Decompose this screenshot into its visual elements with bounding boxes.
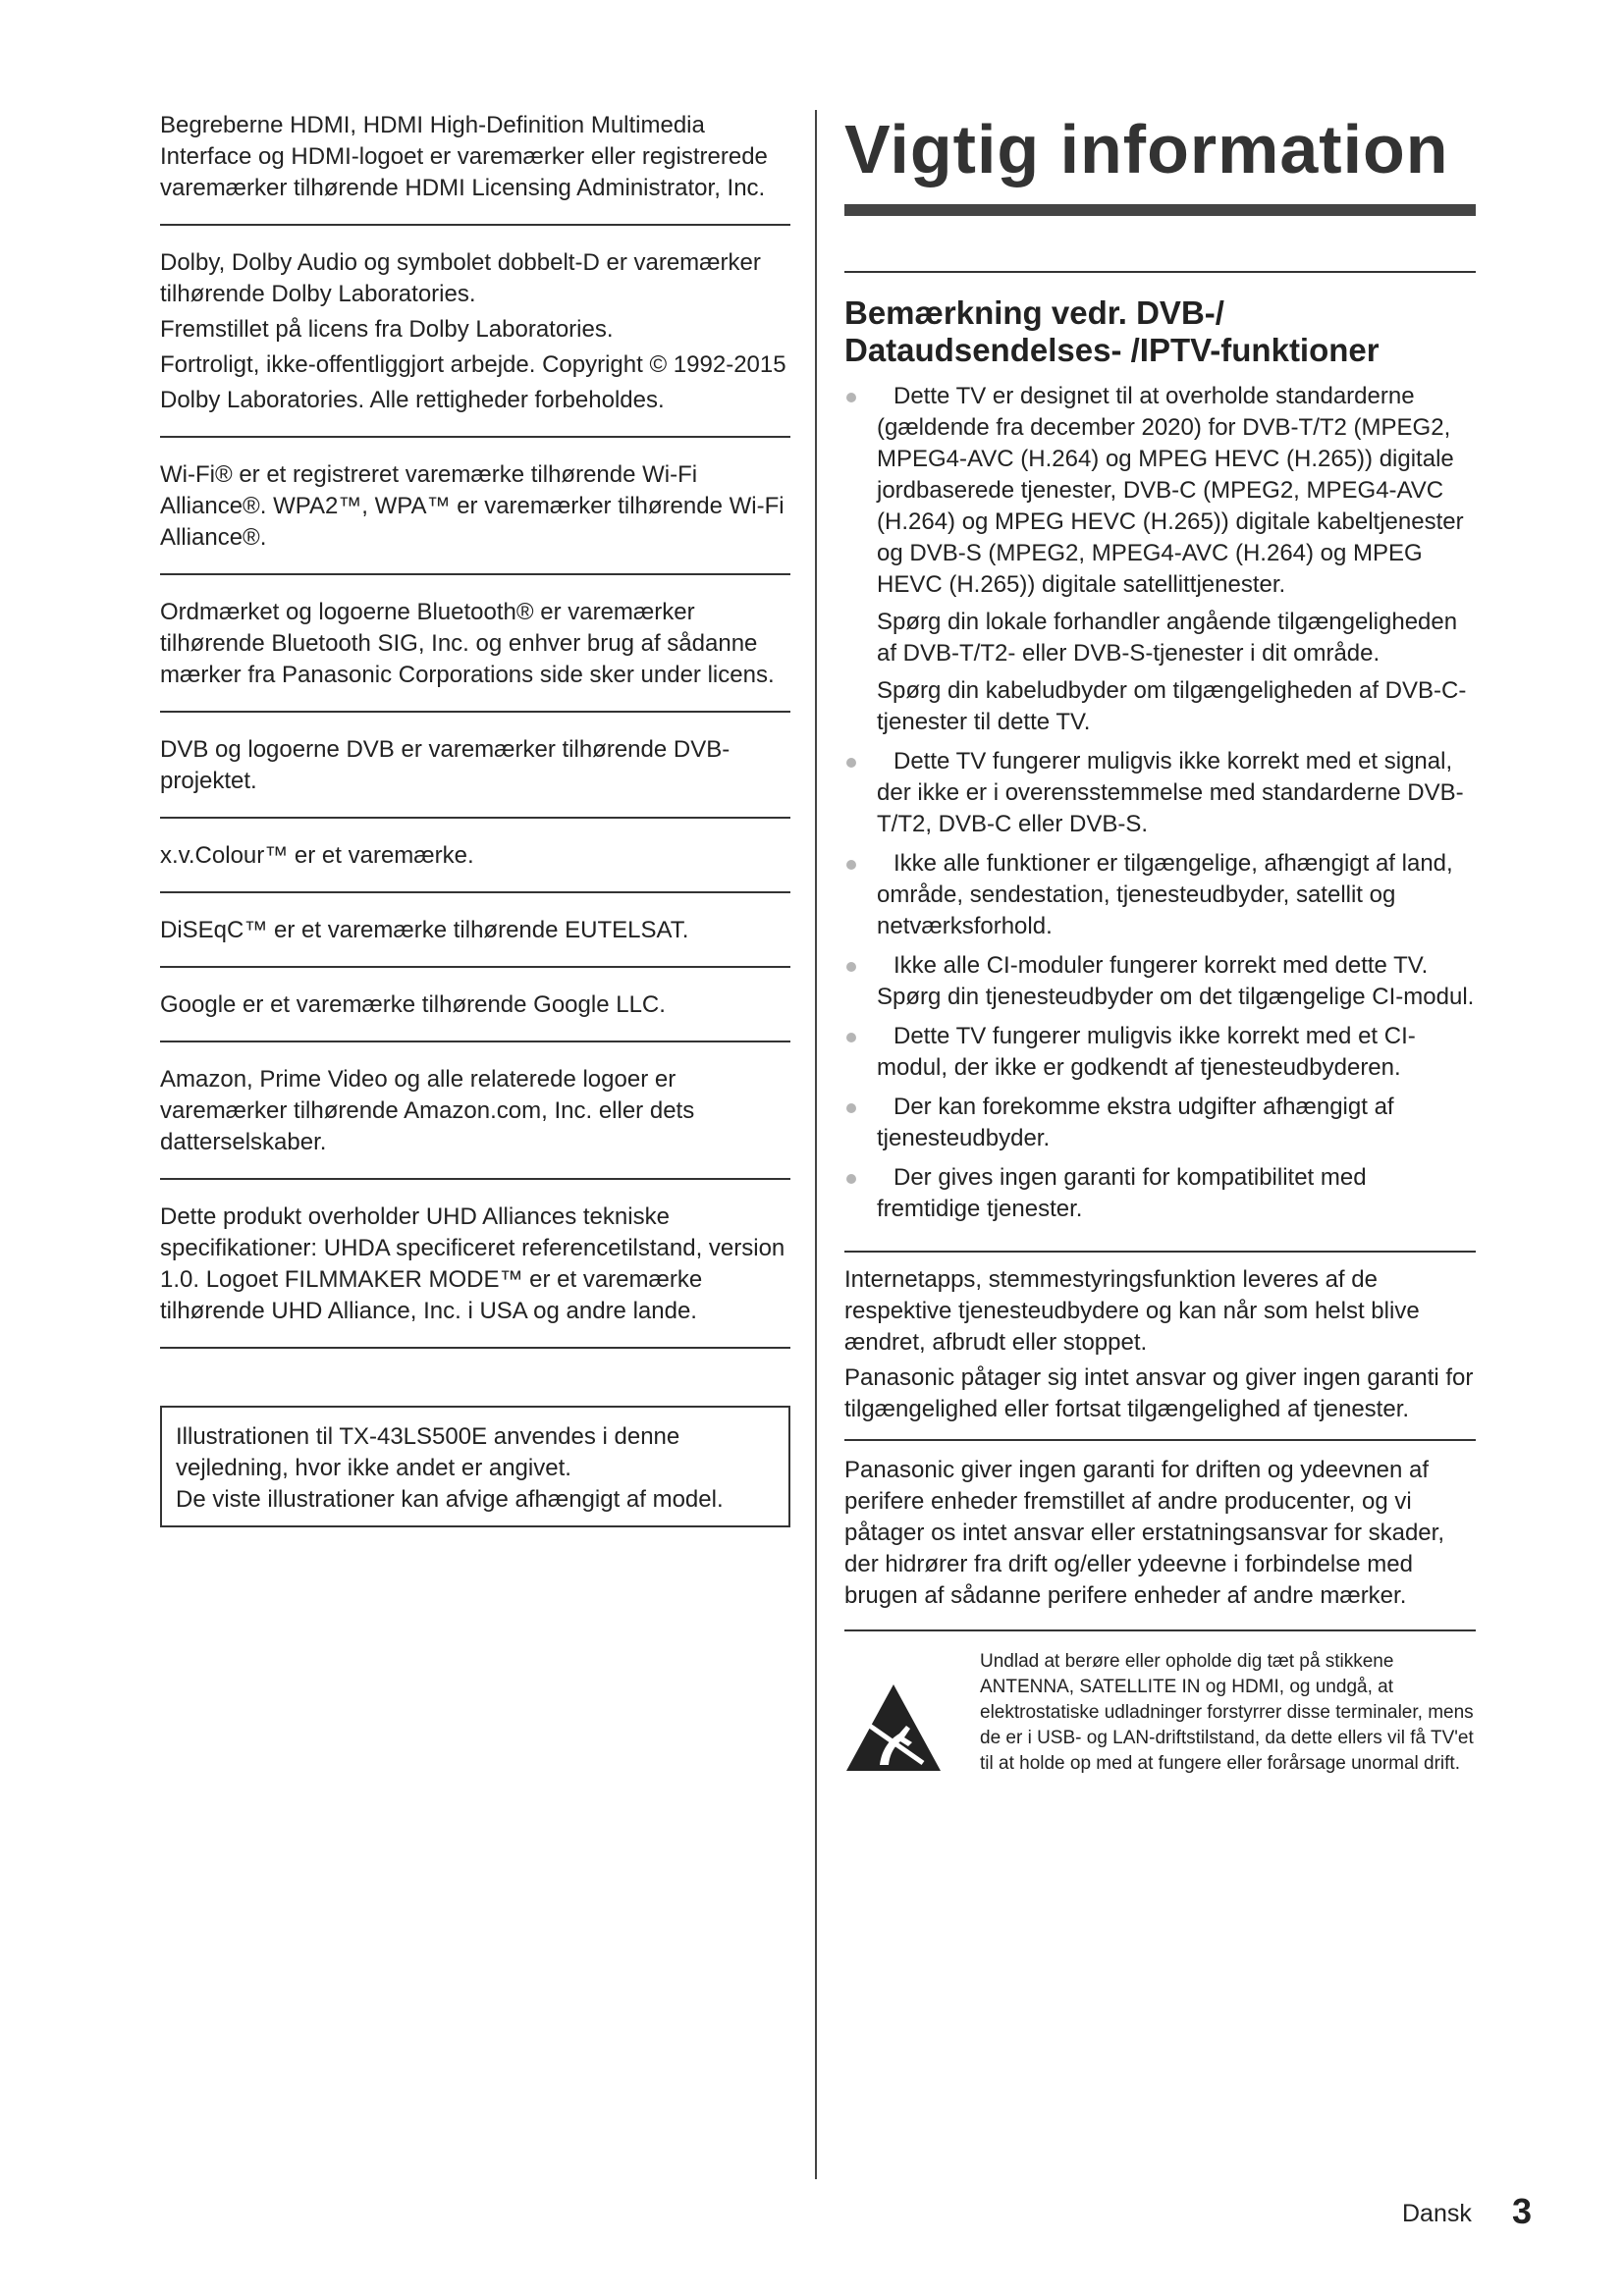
bullet-text: Dette TV fungerer muligvis ikke korrekt med et signal, der ikke er i overensstemmelse med standarderne DVB-T/T2, DVB-C eller DVB-S. (877, 748, 1464, 837)
bullet-item (844, 1092, 1476, 1154)
section-divider (160, 891, 790, 893)
bullet-text: Dette TV fungerer muligvis ikke korrekt med et CI-modul, der ikke er godkendt af tjenesteudbyderen. (877, 1023, 1416, 1081)
trademark-notice (160, 597, 790, 691)
bullet-text: Ikke alle funktioner er tilgængelige, afhængigt af land, område, sendestation, tjenesteudbyder, satellit og netværksforhold. (877, 850, 1453, 939)
bullet-dot-icon (846, 1103, 856, 1113)
notice-paragraph: Dolby Laboratories. Alle rettigheder forbeholdes. (160, 387, 665, 413)
notice-paragraph: Wi-Fi® er et registreret varemærke tilhørende Wi-Fi Alliance®. WPA2™, WPA™ er varemærker tilhørende Wi-Fi Alliance®. (160, 461, 785, 551)
notice-paragraph: Google er et varemærke tilhørende Google LLC. (160, 991, 666, 1018)
trademark-notice (160, 1064, 790, 1158)
internet-apps-paragraph: Internetapps, stemmestyringsfunktion leveres af de respektive tjenesteudbydere og kan når som helst blive ændret, afbrudt eller stoppet. (844, 1266, 1420, 1356)
footer-language: Dansk (1402, 2200, 1472, 2227)
bullet-dot-icon (846, 1033, 856, 1042)
trademark-notice (160, 1201, 790, 1327)
esd-warning (844, 1649, 1476, 1777)
illustration-notice-line: De viste illustrationer kan afvige afhængigt af model. (176, 1486, 724, 1513)
column-divider (815, 110, 817, 2179)
notice-paragraph: DVB og logoerne DVB er varemærker tilhørende DVB-projektet. (160, 736, 731, 794)
bullet-sub-text: Spørg din lokale forhandler angående tilgængeligheden af DVB-T/T2- eller DVB-S-tjenester i dit område. (877, 609, 1458, 667)
bullet-text: Dette TV er designet til at overholde standarderne (gældende fra december 2020) for DVB-T/T2 (MPEG2, MPEG4-AVC (H.264) og MPEG HEVC (H.265)) digitale jordbaserede tjenester, DVB-C (MPEG2, MPEG4-AVC (H.264) og MPEG HEVC (H.265)) digitale kabeltjenester og DVB-S (MPEG2, MPEG4-AVC (H.264) og MPEG HEVC (H.265)) digitale satellittjenester. (877, 383, 1464, 598)
notice-paragraph: Begreberne HDMI, HDMI High-Definition Multimedia Interface og HDMI-logoet er varemærker eller registrerede varemærker tilhørende HDMI Licensing Administrator, Inc. (160, 112, 768, 201)
bullet-sub-text: Spørg din kabeludbyder om tilgængeligheden af DVB-C-tjenester til dette TV. (877, 677, 1467, 735)
trademark-notice (160, 459, 790, 554)
peripherals-notice (844, 1455, 1476, 1612)
notice-paragraph: Dolby, Dolby Audio og symbolet dobbelt-D er varemærker tilhørende Dolby Laboratories. (160, 249, 761, 307)
bullet-text: Der gives ingen garanti for kompatibilitet med fremtidige tjenester. (877, 1164, 1367, 1222)
notice-paragraph: Amazon, Prime Video og alle relaterede logoer er varemærker tilhørende Amazon.com, Inc. eller dets datterselskaber. (160, 1066, 695, 1155)
bullet-item (844, 1162, 1476, 1225)
right-column (844, 108, 1476, 1777)
notice-paragraph: x.v.Colour™ er et varemærke. (160, 842, 474, 869)
section-divider (844, 271, 1476, 273)
trademark-notice (160, 915, 790, 946)
notice-paragraph: Fortroligt, ikke-offentliggjort arbejde. Copyright © 1992-2015 (160, 351, 786, 378)
page-number: 3 (1512, 2191, 1533, 2231)
esd-warning-text: Undlad at berøre eller opholde dig tæt på stikkene ANTENNA, SATELLITE IN og HDMI, og undgå, at elektrostatiske udladninger forstyrrer disse terminaler, mens de er i USB- og LAN-driftstilstand, da dette ellers vil få TV'et til at holde op med at fungere eller forårsage unormal drift. (980, 1651, 1474, 1774)
section-divider (160, 711, 790, 713)
section-divider (160, 436, 790, 438)
section-divider (160, 966, 790, 968)
illustration-notice-box (160, 1406, 790, 1527)
bullet-item (844, 381, 1476, 738)
notice-paragraph: Fremstillet på licens fra Dolby Laboratories. (160, 316, 614, 343)
bullet-text: Ikke alle CI-moduler fungerer korrekt med dette TV. Spørg din tjenesteudbyder om det tilgængelige CI-modul. (877, 952, 1475, 1010)
trademark-notice (160, 989, 790, 1021)
section-divider (160, 1347, 790, 1349)
title-underline-bar (844, 204, 1476, 216)
section-divider (844, 1251, 1476, 1253)
section-divider (160, 1178, 790, 1180)
bullet-item (844, 950, 1476, 1013)
bullet-item (844, 1021, 1476, 1084)
notice-paragraph: Dette produkt overholder UHD Alliances tekniske specifikationer: UHDA specificeret referencetilstand, version 1.0. Logoet FILMMAKER MODE™ er et varemærke tilhørende UHD Alliance, Inc. i USA og andre lande. (160, 1203, 785, 1324)
illustration-notice-line: Illustrationen til TX-43LS500E anvendes i denne vejledning, hvor ikke andet er angivet. (176, 1423, 680, 1481)
section-divider (160, 573, 790, 575)
section-divider (844, 1629, 1476, 1631)
bullet-dot-icon (846, 1174, 856, 1184)
notice-paragraph: DiSEqC™ er et varemærke tilhørende EUTELSAT. (160, 917, 689, 943)
section-heading: Bemærkning vedr. DVB-/ Dataudsendelses- /IPTV-funktioner (844, 294, 1380, 368)
bullet-dot-icon (846, 860, 856, 870)
trademark-notice (160, 247, 790, 416)
section-divider (160, 1041, 790, 1042)
bullet-dot-icon (846, 393, 856, 402)
esd-warning-icon (844, 1682, 943, 1773)
section-divider (160, 817, 790, 819)
bullet-item (844, 746, 1476, 840)
page-title: Vigtig information (844, 111, 1449, 187)
left-column (160, 110, 790, 1527)
trademark-notice (160, 110, 790, 204)
peripherals-text: Panasonic giver ingen garanti for driften og ydeevnen af perifere enheder fremstillet af andre producenter, og vi påtager os intet ansvar eller erstatningsansvar for skader, der hidrører fra drift og/eller ydeevne i forbindelse med brugen af sådanne perifere enheder af andre mærker. (844, 1457, 1444, 1609)
bullet-list (844, 381, 1476, 1225)
notice-paragraph: Ordmærket og logoerne Bluetooth® er varemærker tilhørende Bluetooth SIG, Inc. og enhver brug af sådanne mærker fra Panasonic Corporations side sker under licens. (160, 599, 775, 688)
section-divider (844, 1439, 1476, 1441)
trademark-notice (160, 840, 790, 872)
trademark-notice (160, 734, 790, 797)
bullet-dot-icon (846, 962, 856, 972)
internet-apps-paragraph: Panasonic påtager sig intet ansvar og giver ingen garanti for tilgængelighed eller fortsat tilgængelighed af tjenester. (844, 1364, 1474, 1422)
bullet-dot-icon (846, 758, 856, 768)
internet-apps-notice (844, 1264, 1476, 1425)
bullet-text: Der kan forekomme ekstra udgifter afhængigt af tjenesteudbyder. (877, 1094, 1394, 1151)
section-divider (160, 224, 790, 226)
bullet-item (844, 848, 1476, 942)
